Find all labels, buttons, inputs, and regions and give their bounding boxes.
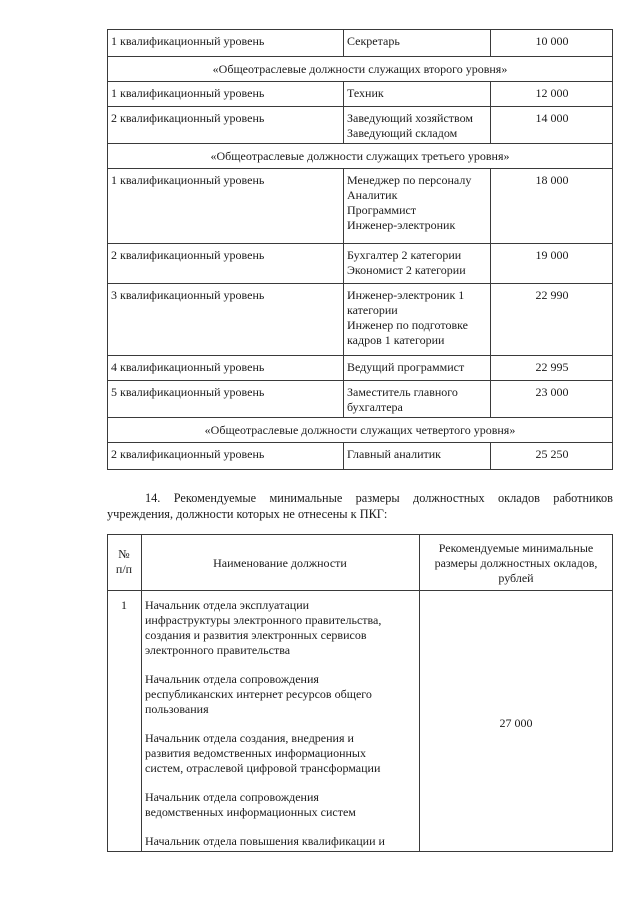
salary-value: 23 000 [535, 385, 569, 399]
position-title [145, 731, 417, 776]
table-border [107, 355, 108, 380]
position-list [347, 111, 473, 141]
position-name: Программист [347, 203, 417, 217]
position-list [347, 447, 441, 462]
salary-value: 22 995 [535, 360, 569, 374]
salary-value: 19 000 [535, 248, 569, 262]
table-border [107, 29, 613, 30]
group-title: «Общеотраслевые должности служащих третьего уровня» [210, 149, 510, 163]
position-list [347, 385, 458, 415]
position-names [145, 598, 417, 863]
salary-value: 10 000 [535, 34, 569, 48]
table-border [107, 168, 108, 243]
table-border [343, 29, 344, 56]
table-border [107, 283, 108, 355]
table-border [107, 168, 613, 169]
group-title: «Общеотраслевые должности служащих второго уровня» [212, 62, 508, 76]
header-salary-line: Рекомендуемые минимальные [438, 541, 594, 555]
table-border [107, 590, 613, 591]
table-border [343, 81, 344, 106]
position-title [145, 834, 417, 849]
position-name: бухгалтера [347, 400, 403, 414]
position-name: Инженер-электроник 1 [347, 288, 465, 302]
position-list [347, 173, 471, 233]
position-title-line: республиканских интернет ресурсов общего [145, 687, 372, 701]
table-border [343, 355, 344, 380]
table-border [107, 29, 108, 56]
position-title-line: инфраструктуры электронного правительства, [145, 613, 382, 627]
table-border [343, 442, 344, 469]
position-name: Менеджер по персоналу [347, 173, 472, 187]
position-title-line: Начальник отдела повышения квалификации и [145, 834, 385, 848]
position-list [347, 288, 468, 348]
header-salary [419, 541, 613, 586]
table-border [107, 380, 613, 381]
table-border [107, 417, 613, 418]
positions-salary-table [107, 534, 613, 852]
qualification-level: 5 квалификационный уровень [111, 385, 265, 399]
salary-value: 22 990 [535, 288, 569, 302]
table-border [107, 534, 108, 852]
position-title-line: Начальник отдела создания, внедрения и [145, 731, 354, 745]
qualification-level: 3 квалификационный уровень [111, 288, 265, 302]
position-title-line: Начальник отдела эксплуатации [145, 598, 310, 612]
position-name: Главный аналитик [347, 447, 442, 461]
position-title-line: Начальник отдела сопровождения [145, 672, 319, 686]
table-border [107, 106, 108, 143]
row-number: 1 [121, 598, 127, 612]
pkg-salary-table [107, 29, 613, 476]
position-title-line: электронного правительства [145, 643, 291, 657]
position-name: Заведующий хозяйством [347, 111, 473, 125]
qualification-level: 1 квалификационный уровень [111, 86, 265, 100]
position-title-line: создания и развития электронных сервисов [145, 628, 367, 642]
table-border [107, 143, 613, 144]
table-border [107, 442, 108, 469]
qualification-level: 4 квалификационный уровень [111, 360, 265, 374]
table-border [107, 243, 108, 283]
position-name: Техник [347, 86, 384, 100]
table-border [107, 243, 613, 244]
header-position-name: Наименование должности [213, 556, 347, 570]
position-name: кадров 1 категории [347, 333, 445, 347]
header-number [107, 547, 141, 577]
qualification-level: 2 квалификационный уровень [111, 248, 265, 262]
qualification-level: 2 квалификационный уровень [111, 447, 265, 461]
salary-value: 12 000 [535, 86, 569, 100]
position-list [347, 360, 464, 375]
position-name: Экономист 2 категории [347, 263, 466, 277]
section-14-paragraph [107, 490, 613, 522]
table-border [343, 380, 344, 417]
position-title-line: Начальник отдела сопровождения [145, 790, 319, 804]
position-title-line: пользования [145, 702, 209, 716]
position-name: Аналитик [347, 188, 398, 202]
position-name: Заместитель главного [347, 385, 458, 399]
position-list [347, 248, 466, 278]
table-border [141, 534, 142, 852]
table-border [107, 534, 613, 535]
table-border [107, 106, 613, 107]
position-name: Секретарь [347, 34, 400, 48]
position-name: Бухгалтер 2 категории [347, 248, 462, 262]
position-title-line: систем, отраслевой цифровой трансформации [145, 761, 381, 775]
table-border [107, 56, 613, 57]
table-border [107, 355, 613, 356]
group-title: «Общеотраслевые должности служащих четвертого уровня» [204, 423, 516, 437]
qualification-level: 1 квалификационный уровень [111, 34, 265, 48]
table-border [343, 168, 344, 243]
row-salary: 27 000 [499, 716, 533, 730]
table-border [107, 380, 108, 417]
position-title [145, 598, 417, 658]
table-border [107, 283, 613, 284]
header-number-line: п/п [115, 562, 133, 576]
header-number-line: № [118, 547, 130, 561]
position-list [347, 86, 384, 101]
header-salary-line: рублей [498, 571, 534, 585]
position-title [145, 672, 417, 717]
position-name: категории [347, 303, 398, 317]
table-border [107, 81, 613, 82]
table-border [107, 469, 613, 470]
position-name: Заведующий складом [347, 126, 458, 140]
salary-value: 18 000 [535, 173, 569, 187]
position-title-line: развития ведомственных информационных [145, 746, 366, 760]
position-name: Инженер-электроник [347, 218, 456, 232]
position-title [145, 790, 417, 820]
header-salary-line: размеры должностных окладов, [434, 556, 598, 570]
paragraph-text: 14. Рекомендуемые минимальные размеры должностных окладов работников учреждения, должности которых не отнесены к ПКГ: [107, 491, 613, 521]
salary-value: 14 000 [535, 111, 569, 125]
position-list [347, 34, 400, 49]
table-border [343, 243, 344, 283]
table-border [107, 442, 613, 443]
salary-value: 25 250 [535, 447, 569, 461]
position-name: Инженер по подготовке [347, 318, 468, 332]
qualification-level: 2 квалификационный уровень [111, 111, 265, 125]
position-name: Ведущий программист [347, 360, 465, 374]
table-border [343, 283, 344, 355]
table-border [343, 106, 344, 143]
table-border [107, 81, 108, 106]
qualification-level: 1 квалификационный уровень [111, 173, 265, 187]
position-title-line: ведомственных информационных систем [145, 805, 356, 819]
